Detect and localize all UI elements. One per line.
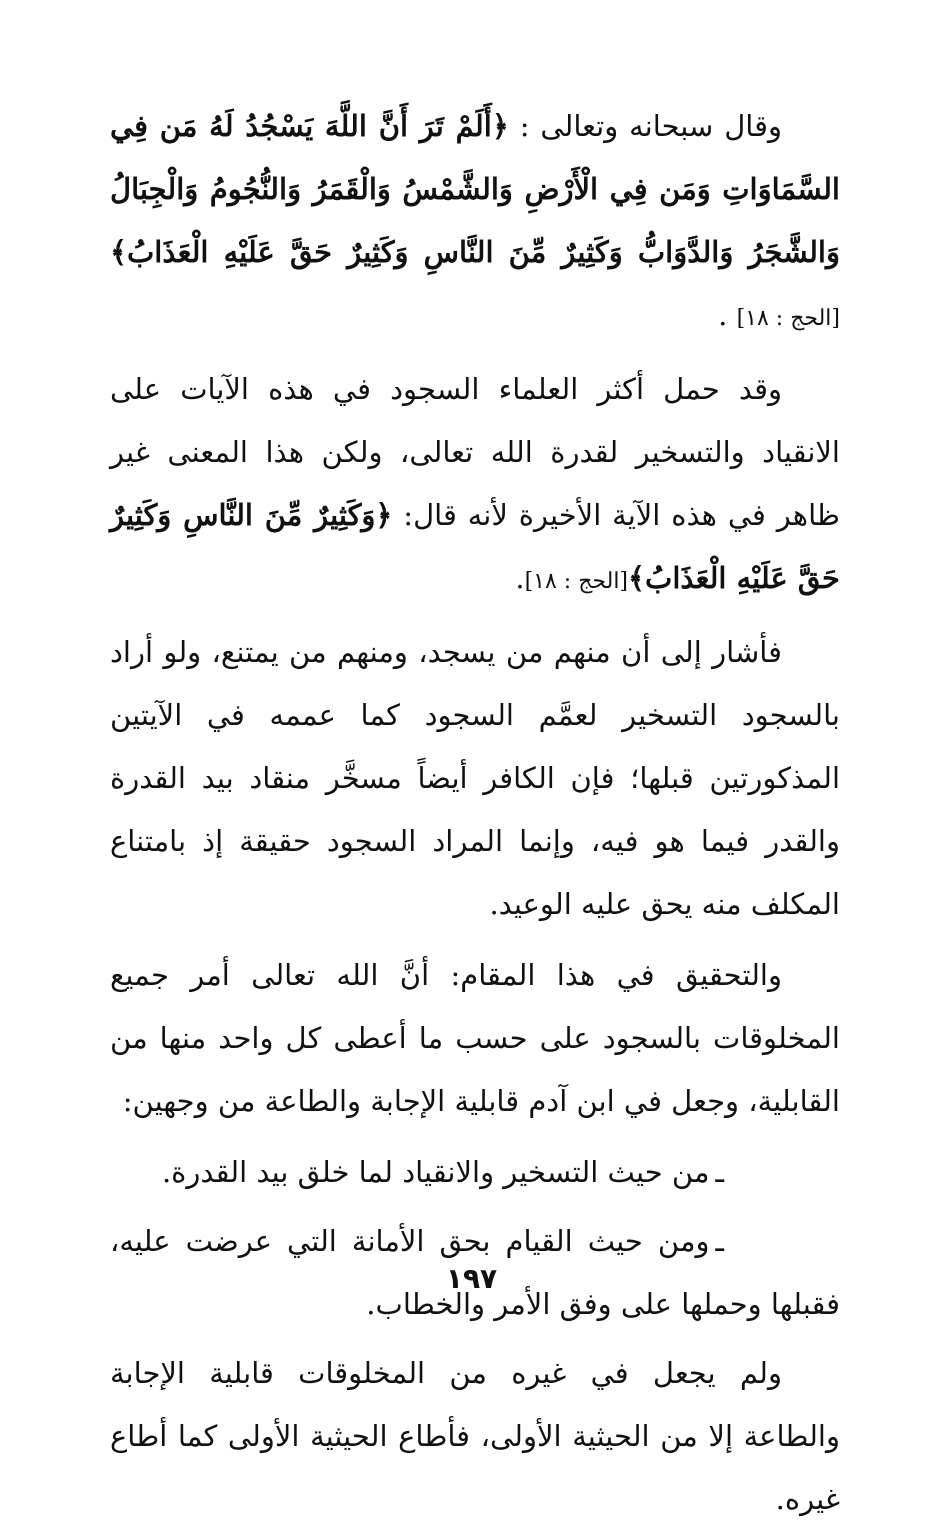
quran-bracket-close: ﴾ (628, 561, 646, 595)
page-body (110, 95, 840, 1539)
intro-text: وقال سبحانه وتعالى : (508, 109, 782, 143)
sentence-end: . (515, 561, 525, 595)
paragraph-conclusion: ولم يجعل في غيره من المخلوقات قابلية الإجابة والطاعة إلا من الحيثية الأولى، فأطاع الحيثية الأولى كما أطاع غيره. (110, 1356, 840, 1516)
paragraph-scholars-interpretation (110, 358, 840, 613)
list-dash: ـ (715, 1224, 724, 1258)
paragraph-text: وقد حمل أكثر العلماء السجود في هذه الآيات على الانقياد والتسخير لقدرة الله تعالى، ولكن هذا المعنى غير ظاهر في هذه الآية الأخيرة لأنه قال: (110, 372, 840, 532)
list-item-text: ومن حيث القيام بحق الأمانة التي عرضت عليه، فقبلها وحملها على وفق الأمر والخطاب. (110, 1224, 840, 1321)
paragraph-indication: فأشار إلى أن منهم من يسجد، ومنهم من يمتنع، ولو أراد بالسجود التسخير لعمَّم السجود كما عممه في الآيتين المذكورتين قبلها؛ فإن الكافر أيضاً مسخَّر منقاد بيد القدرة والقدر فيما هو فيه، وإنما المراد السجود حقيقة إذ بامتناع المكلف منه يحق عليه الوعيد. (110, 635, 840, 921)
sentence-end: . (718, 298, 737, 332)
paragraph-verification: والتحقيق في هذا المقام: أنَّ الله تعالى أمر جميع المخلوقات بالسجود على حسب ما أعطى كل واحد منها من القابلية، وجعل في ابن آدم قابلية الإجابة والطاعة من وجهين: (110, 958, 840, 1118)
list-item-text: من حيث التسخير والانقياد لما خلق بيد القدرة. (161, 1155, 710, 1189)
quran-bracket-close: ﴾ (110, 235, 127, 269)
list-item-subjugation (110, 1141, 840, 1204)
quran-verse: وَكَثِيرٌ مِّنَ النَّاسِ وَكَثِيرٌ حَقَّ عَلَيْهِ الْعَذَابُ (110, 498, 840, 595)
verse-reference: [الحج : ١٨] (736, 306, 840, 331)
page-number: ١٩٧ (445, 1262, 498, 1295)
paragraph-verse-quote (110, 95, 840, 350)
quran-bracket-open: ﴿ (491, 109, 509, 143)
quran-verse: أَلَمْ تَرَ أَنَّ اللَّهَ يَسْجُدُ لَهُ مَن فِي السَّمَاوَاتِ وَمَن فِي الْأَرْضِ وَالشَّمْسُ وَالْقَمَرُ وَالنُّجُومُ وَالْجِبَالُ وَالشَّجَرُ وَالدَّوَابُّ وَكَثِيرٌ مِّنَ النَّاسِ وَكَثِيرٌ حَقَّ عَلَيْهِ الْعَذَابُ (110, 109, 840, 269)
verse-reference: [الحج : ١٨] (524, 569, 629, 594)
list-dash: ـ (715, 1155, 724, 1189)
quran-bracket-open: ﴿ (375, 498, 393, 532)
